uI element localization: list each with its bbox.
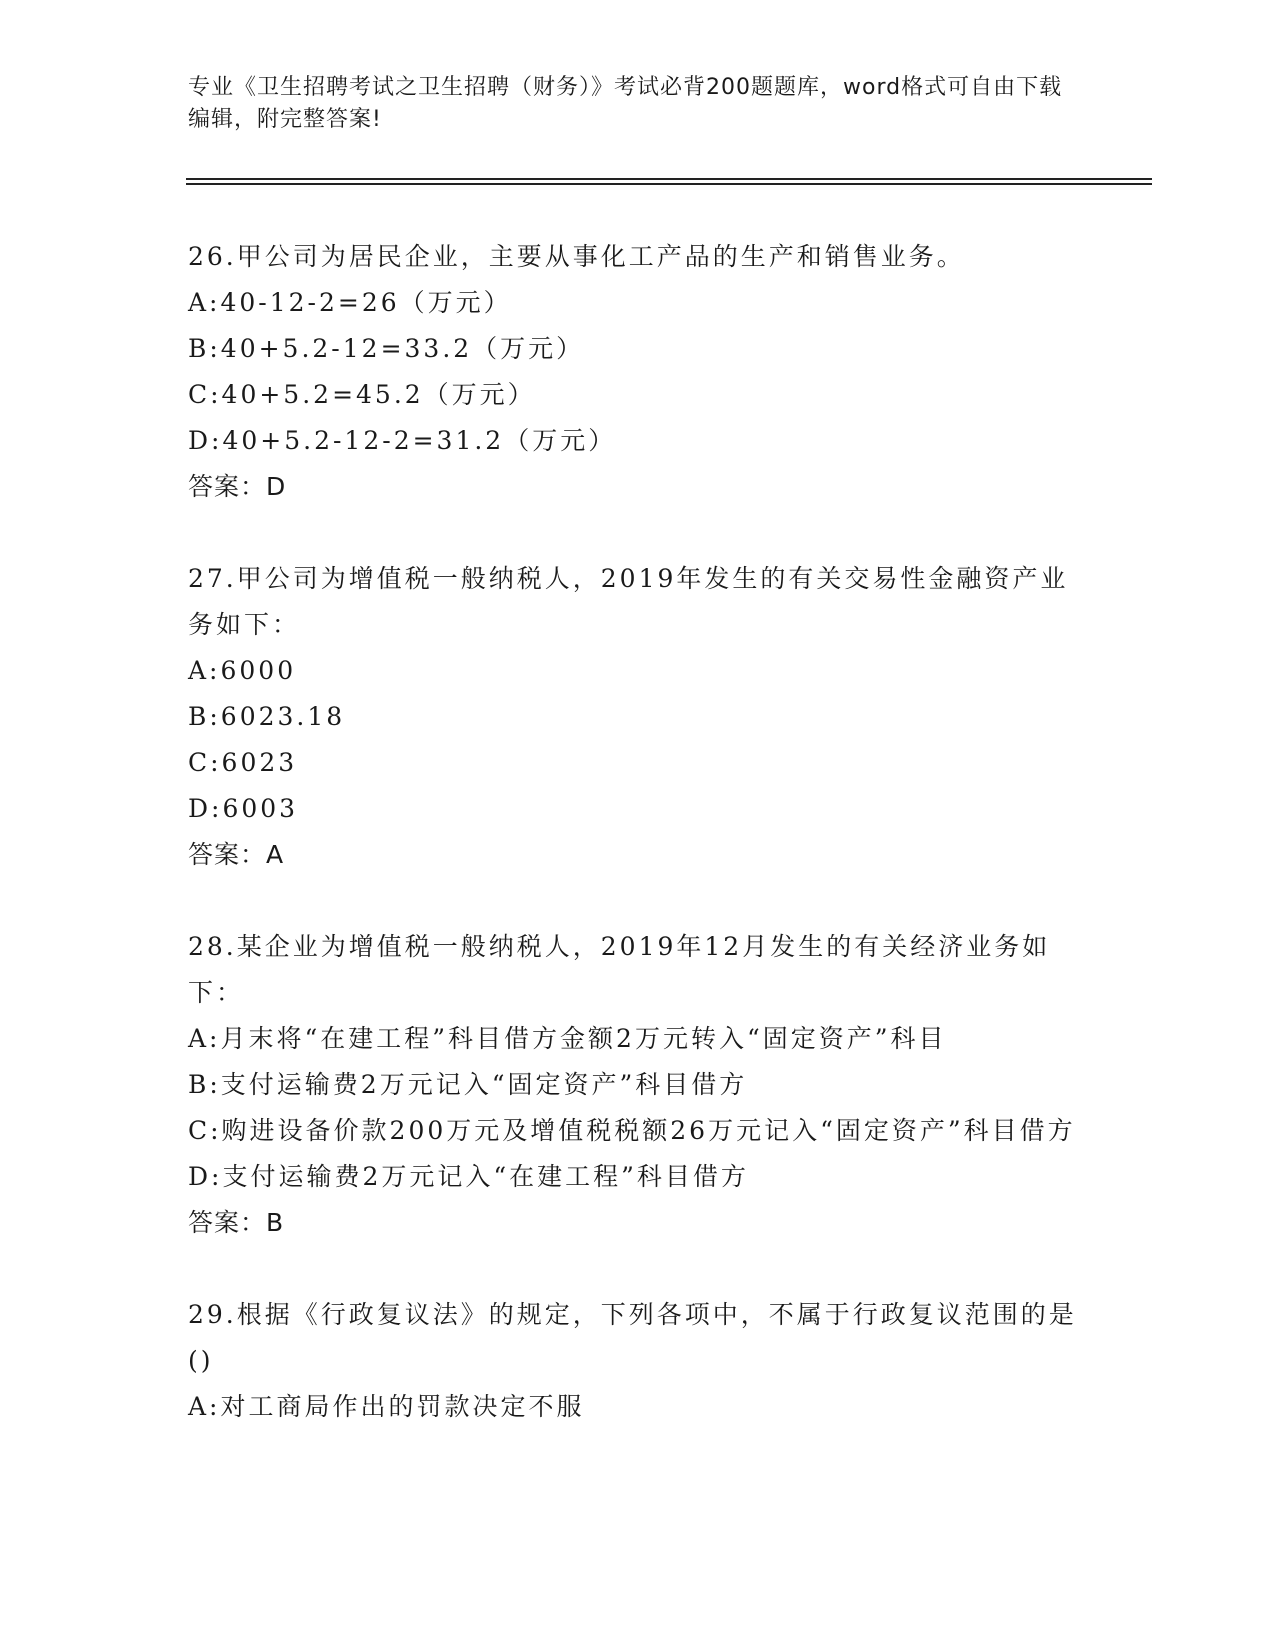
header-rule-top bbox=[186, 178, 1152, 180]
answer-line: 答案：D bbox=[188, 472, 287, 501]
option-d: D:40+5.2-12-2=31.2（万元） bbox=[188, 426, 617, 455]
option-a: A:对工商局作出的罚款决定不服 bbox=[188, 1392, 585, 1421]
option-d: D:6003 bbox=[188, 794, 299, 823]
option-a: A:6000 bbox=[188, 656, 297, 685]
question-list bbox=[188, 234, 1088, 1476]
option-b: B:40+5.2-12=33.2（万元） bbox=[188, 334, 585, 363]
header-rule-bottom bbox=[186, 183, 1152, 185]
question-stem: 28.某企业为增值税一般纳税人，2019年12月发生的有关经济业务如下： bbox=[188, 932, 1051, 1007]
question-29 bbox=[188, 1292, 1088, 1430]
option-d: D:支付运输费2万元记入“在建工程”科目借方 bbox=[188, 1162, 749, 1191]
option-c: C:40+5.2=45.2（万元） bbox=[188, 380, 536, 409]
option-c: C:购进设备价款200万元及增值税税额26万元记入“固定资产”科目借方 bbox=[188, 1116, 1076, 1145]
option-c: C:6023 bbox=[188, 748, 298, 777]
question-28 bbox=[188, 924, 1088, 1246]
option-b: B:支付运输费2万元记入“固定资产”科目借方 bbox=[188, 1070, 748, 1099]
answer-line: 答案：A bbox=[188, 840, 285, 869]
option-a: A:月末将“在建工程”科目借方金额2万元转入“固定资产”科目 bbox=[188, 1024, 947, 1053]
question-27 bbox=[188, 556, 1088, 878]
option-a: A:40-12-2=26（万元） bbox=[188, 288, 512, 317]
question-stem: 29.根据《行政复议法》的规定，下列各项中，不属于行政复议范围的是() bbox=[188, 1300, 1077, 1375]
question-stem: 26.甲公司为居民企业，主要从事化工产品的生产和销售业务。 bbox=[188, 242, 965, 271]
document-header: 专业《卫生招聘考试之卫生招聘（财务）》考试必背200题题库，word格式可自由下载编辑，附完整答案! bbox=[188, 75, 1063, 132]
question-26 bbox=[188, 234, 1088, 510]
question-stem: 27.甲公司为增值税一般纳税人，2019年发生的有关交易性金融资产业务如下： bbox=[188, 564, 1069, 639]
option-b: B:6023.18 bbox=[188, 702, 346, 731]
answer-line: 答案：B bbox=[188, 1208, 285, 1237]
